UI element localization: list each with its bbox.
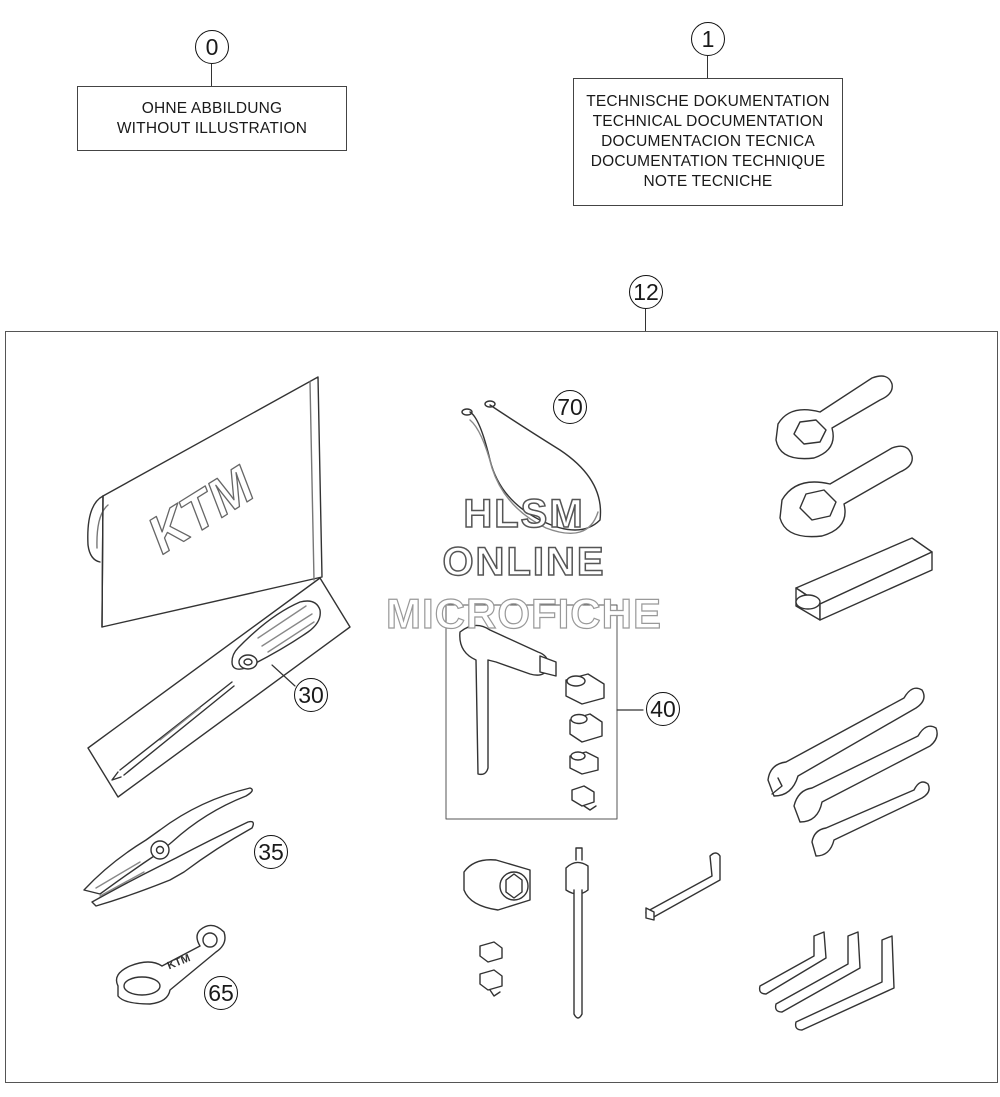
callout-30: 30 [294, 678, 328, 712]
spanner-logo-text: KTM [165, 952, 193, 973]
hex-key-small-icon [646, 853, 720, 920]
watermark-line-3: MICROFICHE [386, 590, 662, 637]
box1-line-1: TECHNISCHE DOKUMENTATION [586, 93, 830, 110]
allen-keys-icon [760, 932, 894, 1030]
box0-line-2: WITHOUT ILLUSTRATION [116, 119, 308, 137]
callout-1: 1 [691, 22, 725, 56]
box1-line-3: DOCUMENTACION TECNICA [601, 133, 815, 150]
box1-line-2: TECHNICAL DOCUMENTATION [592, 113, 824, 130]
callout-12: 12 [629, 275, 663, 309]
extension-bar-icon [566, 848, 588, 1018]
callout-0: 0 [195, 30, 229, 64]
callout-35: 35 [254, 835, 288, 869]
watermark-line-1: HLSM [463, 492, 585, 536]
callout-65: 65 [204, 976, 238, 1010]
open-end-wrench-icon [768, 688, 937, 856]
bag-logo-text: KTM [137, 456, 265, 566]
box0-line-1: OHNE ABBILDUNG [141, 99, 283, 117]
box1-line-5: NOTE TECNICHE [643, 173, 773, 190]
callout-40: 40 [646, 692, 680, 726]
socket-icon [464, 860, 530, 996]
pliers-icon [84, 788, 253, 906]
watermark-line-2: ONLINE [442, 540, 606, 584]
box1-line-4: DOCUMENTATION TECHNIQUE [590, 153, 826, 170]
callout-70: 70 [553, 390, 587, 424]
